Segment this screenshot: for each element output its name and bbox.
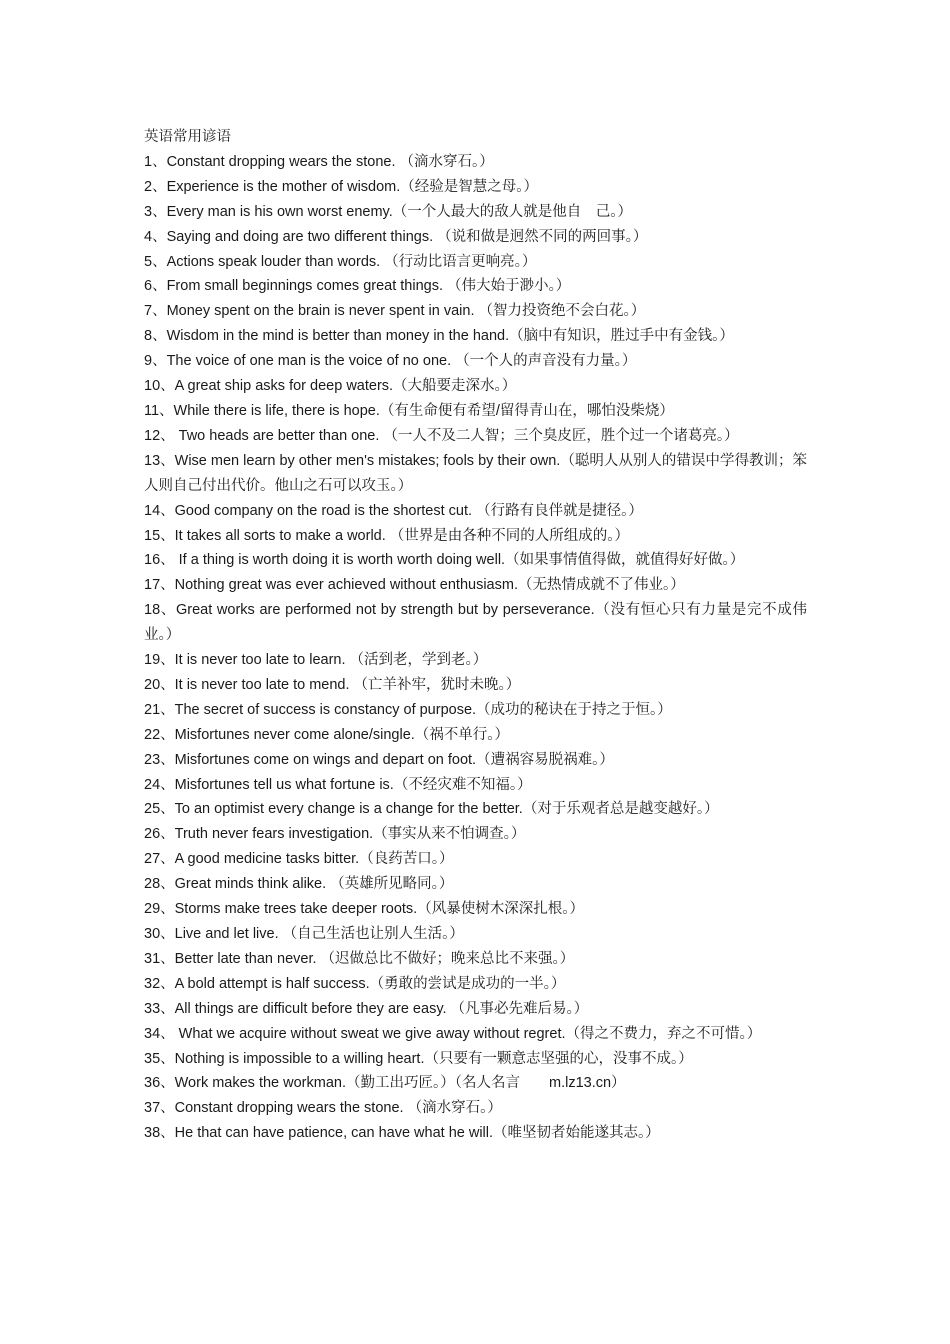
proverb-item: 6、From small beginnings comes great things. （伟大始于渺小。）	[144, 278, 571, 295]
proverb-item: 22、Misfortunes never come alone/single.（祸不单行。）	[144, 726, 510, 743]
proverb-item: 31、Better late than never. （迟做总比不做好；晚来总比不来强。）	[144, 950, 575, 967]
proverb-item: 4、Saying and doing are two different things. （说和做是迥然不同的两回事。）	[144, 228, 648, 245]
proverb-item: 11、While there is life, there is hope.（有生命便有希望/留得青山在，哪怕没柴烧）	[144, 402, 674, 419]
proverb-item: 30、Live and let live. （自己生活也让别人生活。）	[144, 926, 464, 942]
proverb-item: 26、Truth never fears investigation.（事实从来不怕调查。）	[144, 826, 526, 843]
proverb-item: 33、All things are difficult before they are easy. （凡事必先难后易。）	[144, 1000, 589, 1017]
proverb-item: 7、Money spent on the brain is never spent in vain. （智力投资绝不会白花。）	[144, 303, 646, 320]
proverb-item: 13、Wise men learn by other men's mistakes; fools by their own.（聪明人从别人的错误中学得教训；笨人则自己付出代价。他山之石可以攻玉。）	[144, 452, 807, 494]
proverb-item: 23、Misfortunes come on wings and depart on foot.（遭祸容易脱祸难。）	[144, 751, 614, 768]
proverb-item: 9、The voice of one man is the voice of no one. （一个人的声音没有力量。）	[144, 353, 637, 370]
proverb-item: 25、To an optimist every change is a change for the better.（对于乐观者总是越变越好。）	[144, 801, 719, 818]
proverb-item: 3、Every man is his own worst enemy.（一个人最大的敌人就是他自 己。）	[144, 203, 632, 220]
proverb-item: 10、A great ship asks for deep waters.（大船要走深水。）	[144, 378, 517, 395]
proverb-item: 29、Storms make trees take deeper roots.（风暴使树木深深扎根。）	[144, 901, 584, 918]
proverb-item: 12、 Two heads are better than one. （一人不及二人智；三个臭皮匠，胜个过一个诸葛亮。）	[144, 427, 739, 444]
proverb-item: 5、Actions speak louder than words. （行动比语言更响亮。）	[144, 253, 537, 270]
proverb-item: 17、Nothing great was ever achieved without enthusiasm.（无热情成就不了伟业。）	[144, 577, 685, 594]
proverb-item: 14、Good company on the road is the shortest cut. （行路有良伴就是捷径。）	[144, 502, 643, 519]
proverb-item: 15、It takes all sorts to make a world. （世界是由各种不同的人所组成的。）	[144, 527, 630, 544]
proverb-item: 38、He that can have patience, can have what he will.（唯坚韧者始能遂其志。）	[144, 1125, 660, 1142]
proverb-item: 27、A good medicine tasks bitter.（良药苦口。）	[144, 851, 454, 868]
proverb-item: 19、It is never too late to learn. （活到老，学到老。）	[144, 652, 488, 669]
proverb-item: 34、 What we acquire without sweat we give away without regret.（得之不费力，弃之不可惜。）	[144, 1025, 762, 1042]
document-content	[144, 125, 807, 1146]
proverb-item: 1、Constant dropping wears the stone. （滴水穿石。）	[144, 153, 494, 170]
proverb-item: 24、Misfortunes tell us what fortune is.（不经灾难不知福。）	[144, 776, 532, 793]
proverb-item: 18、Great works are performed not by strength but by perseverance.（没有恒心只有力量是完不成伟业。）	[144, 602, 807, 644]
proverb-item: 8、Wisdom in the mind is better than money in the hand.（脑中有知识，胜过手中有金钱。）	[144, 328, 734, 345]
proverb-item: 2、Experience is the mother of wisdom.（经验是智慧之母。）	[144, 178, 539, 195]
proverb-item: 16、 If a thing is worth doing it is worth worth doing well.（如果事情值得做，就值得好好做。）	[144, 552, 745, 569]
proverb-item: 35、Nothing is impossible to a willing heart.（只要有一颗意志坚强的心，没事不成。）	[144, 1050, 693, 1067]
proverb-item: 21、The secret of success is constancy of purpose.（成功的秘诀在于持之于恒。）	[144, 701, 672, 718]
proverb-item: 37、Constant dropping wears the stone. （滴水穿石。）	[144, 1100, 502, 1117]
proverb-item: 32、A bold attempt is half success.（勇敢的尝试是成功的一半。）	[144, 975, 566, 992]
proverb-item: 28、Great minds think alike. （英雄所见略同。）	[144, 876, 454, 893]
proverb-item: 36、Work makes the workman.（勤工出巧匠。）（名人名言 m.lz13.cn）	[144, 1075, 626, 1092]
proverb-item: 20、It is never too late to mend. （亡羊补牢，犹时未晚。）	[144, 676, 521, 693]
document-title: 英语常用谚语	[144, 129, 231, 145]
